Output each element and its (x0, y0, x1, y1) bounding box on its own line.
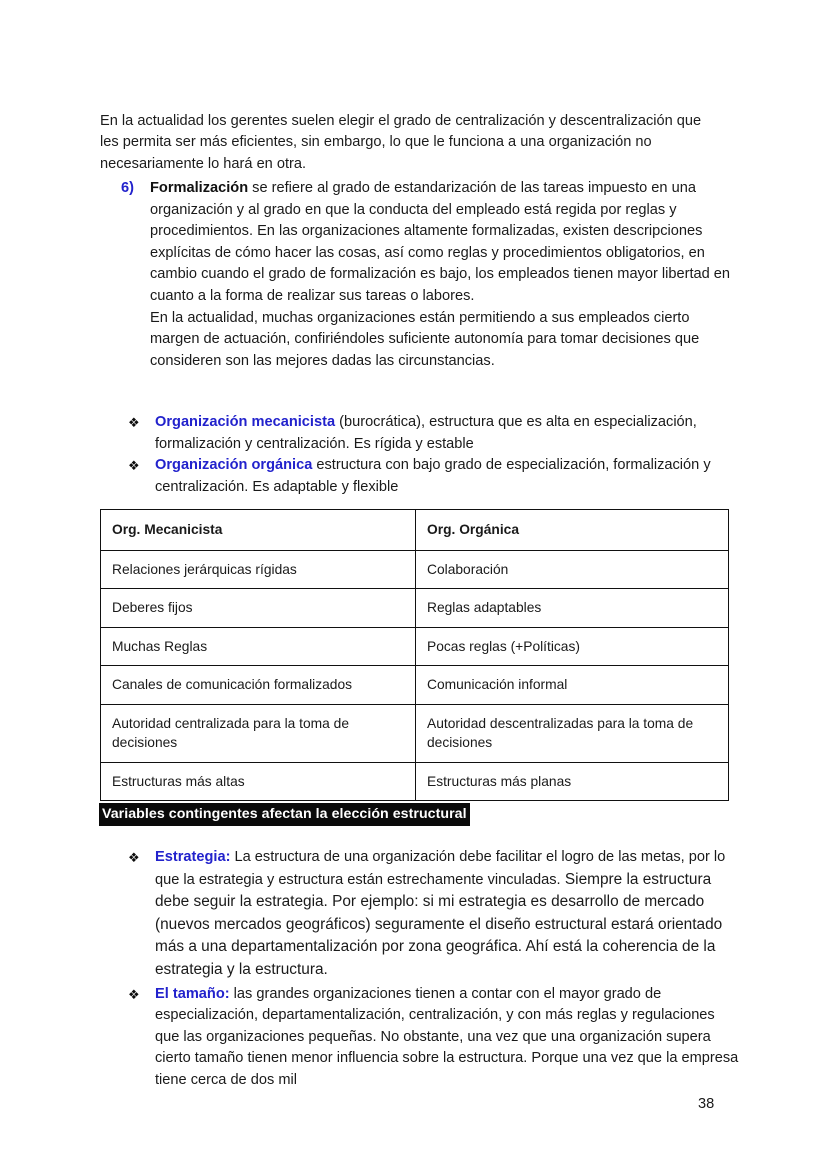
numbered-item-term: Formalización (150, 180, 249, 196)
table-row (101, 704, 729, 762)
numbered-item-text-first: se refiere al grado de estandarización de las tareas impuesto en una organización y al grado en que la conducta del empleado está regida por reglas y procedimientos. En las organizaciones altamente formalizadas, existen descripciones explícitas de cómo hacer las cosas, así como reglas y procedimientos obligatorios, en cambio cuando el grado de formalización es bajo, los empleados tienen mayor libertad en cuanto a la forma de realizar sus tareas o labores. (150, 180, 731, 304)
list-item (126, 984, 741, 1092)
table-row (101, 627, 729, 666)
table-row (101, 762, 729, 801)
comparison-table (100, 509, 729, 801)
variables-list (126, 847, 741, 1094)
table-cell: Estructuras más altas (101, 762, 416, 801)
section-heading-highlighted: Variables contingentes afectan la elección estructural (99, 803, 470, 826)
table-cell: Reglas adaptables (416, 589, 729, 628)
diamond-bullet-icon: ❖ (128, 458, 140, 474)
list-item (126, 455, 736, 498)
numbered-item-marker: 6) (121, 180, 134, 196)
org-type-description: estructura con bajo grado de especialización, formalización y centralización. Es adaptable y flexible (155, 457, 711, 495)
table-cell: Colaboración (416, 550, 729, 589)
intro-paragraph: En la actualidad los gerentes suelen elegir el grado de centralización y descentralización que les permita ser más eficientes, sin embargo, lo que le funciona a una organización no necesariamente lo hará en otra. (100, 112, 702, 172)
variable-text-body: las grandes organizaciones tienen a contar con el mayor grado de especialización, departamentalización, centralización, y con más reglas y regulaciones que las organizaciones pequeñas. No obstante, una vez que una organización supera cierto tamaño tienen menor influencia sobre la estructura. Porque una vez que la empresa tiene cerca de dos mil (155, 985, 739, 1088)
table-cell: Deberes fijos (101, 589, 416, 628)
table-header-cell: Org. Mecanicista (101, 510, 416, 551)
table-header-cell: Org. Orgánica (416, 510, 729, 551)
table-cell: Canales de comunicación formalizados (101, 666, 416, 705)
org-types-list (126, 412, 736, 498)
table-cell: Autoridad centralizada para la toma de decisiones (101, 704, 416, 762)
org-type-description: (burocrática), estructura que es alta en especialización, formalización y centralización. Es rígida y estable (155, 414, 697, 452)
table-row (101, 550, 729, 589)
diamond-bullet-icon: ❖ (128, 850, 140, 865)
table-header-row (101, 510, 729, 551)
page-number: 38 (698, 1096, 715, 1112)
list-item (126, 412, 736, 455)
table-cell: Relaciones jerárquicas rígidas (101, 550, 416, 589)
table-cell: Comunicación informal (416, 666, 729, 705)
variable-text-body: Siempre la estructura debe seguir la estrategia. Por ejemplo: si mi estrategia es desarrollo de mercado (nuevos mercados geográficos) seguramente el diseño estructural estará orientado más a una departamentalización por zona geográfica. Ahí está la coherencia de la estrategia y la estructura. (155, 870, 723, 978)
org-type-term: Organización orgánica (155, 457, 313, 474)
list-item (126, 847, 741, 982)
table-cell: Estructuras más planas (416, 762, 729, 801)
numbered-item-body (150, 178, 736, 372)
table-row (101, 589, 729, 628)
table-cell: Autoridad descentralizadas para la toma de decisiones (416, 704, 729, 762)
numbered-item-text-second: En la actualidad, muchas organizaciones están permitiendo a sus empleados cierto margen de actuación, confiriéndoles suficiente autonomía para tomar decisiones que consideren son las mejores dadas las circunstancias. (150, 309, 700, 369)
table-cell: Muchas Reglas (101, 627, 416, 666)
variable-term: El tamaño: (155, 985, 230, 1002)
diamond-bullet-icon: ❖ (128, 415, 140, 430)
table-row (101, 666, 729, 705)
numbered-item-6 (121, 178, 736, 372)
org-type-term: Organización mecanicista (155, 414, 336, 430)
diamond-bullet-icon: ❖ (128, 986, 140, 1002)
table-cell: Pocas reglas (+Políticas) (416, 627, 729, 666)
variable-term: Estrategia: (155, 849, 231, 865)
variable-text-intro: La estructura de una organización debe facilitar el logro de las metas, por lo que la estrategia y estructura están estrechamente vinculadas. (155, 849, 726, 888)
